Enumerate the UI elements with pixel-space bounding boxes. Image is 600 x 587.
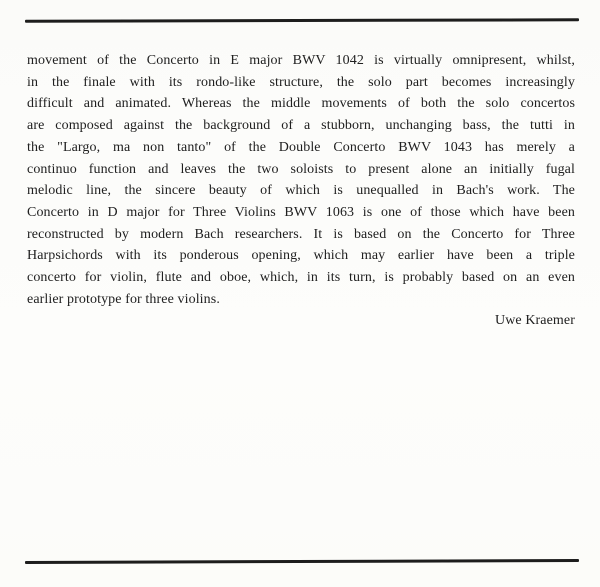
text-line: earlier prototype for three violins.: [27, 291, 220, 307]
text-line: continuo function and leaves the two soloists to present alone an initially fugal: [27, 161, 575, 177]
bottom-rule: [25, 559, 579, 564]
text-line: Harpsichords with its ponderous opening, which may earlier have been a triple: [27, 248, 575, 264]
text-line: are composed against the background of a stubborn, unchanging bass, the tutti in: [27, 118, 575, 134]
author-signature: Uwe Kraemer: [494, 313, 575, 329]
text-line: reconstructed by modern Bach researchers. It is based on the Concerto for Three: [27, 226, 575, 242]
text-line: melodic line, the sincere beauty of which is unequalled in Bach's work. The: [27, 183, 575, 199]
text-line: difficult and animated. Whereas the middle movements of both the solo concertos: [27, 96, 575, 112]
text-line: movement of the Concerto in E major BWV 1042 is virtually omnipresent, whilst,: [27, 53, 575, 68]
liner-notes-text: [27, 50, 575, 332]
text-line: in the finale with its rondo-like structure, the solo part becomes increasingly: [27, 74, 575, 90]
text-line: Concerto in D major for Three Violins BWV 1063 is one of those which have been: [27, 204, 575, 220]
top-rule: [25, 18, 579, 22]
text-line: concerto for violin, flute and oboe, which, in its turn, is probably based on an even: [27, 270, 575, 286]
text-line: the "Largo, ma non tanto" of the Double Concerto BWV 1043 has merely a: [27, 139, 575, 155]
